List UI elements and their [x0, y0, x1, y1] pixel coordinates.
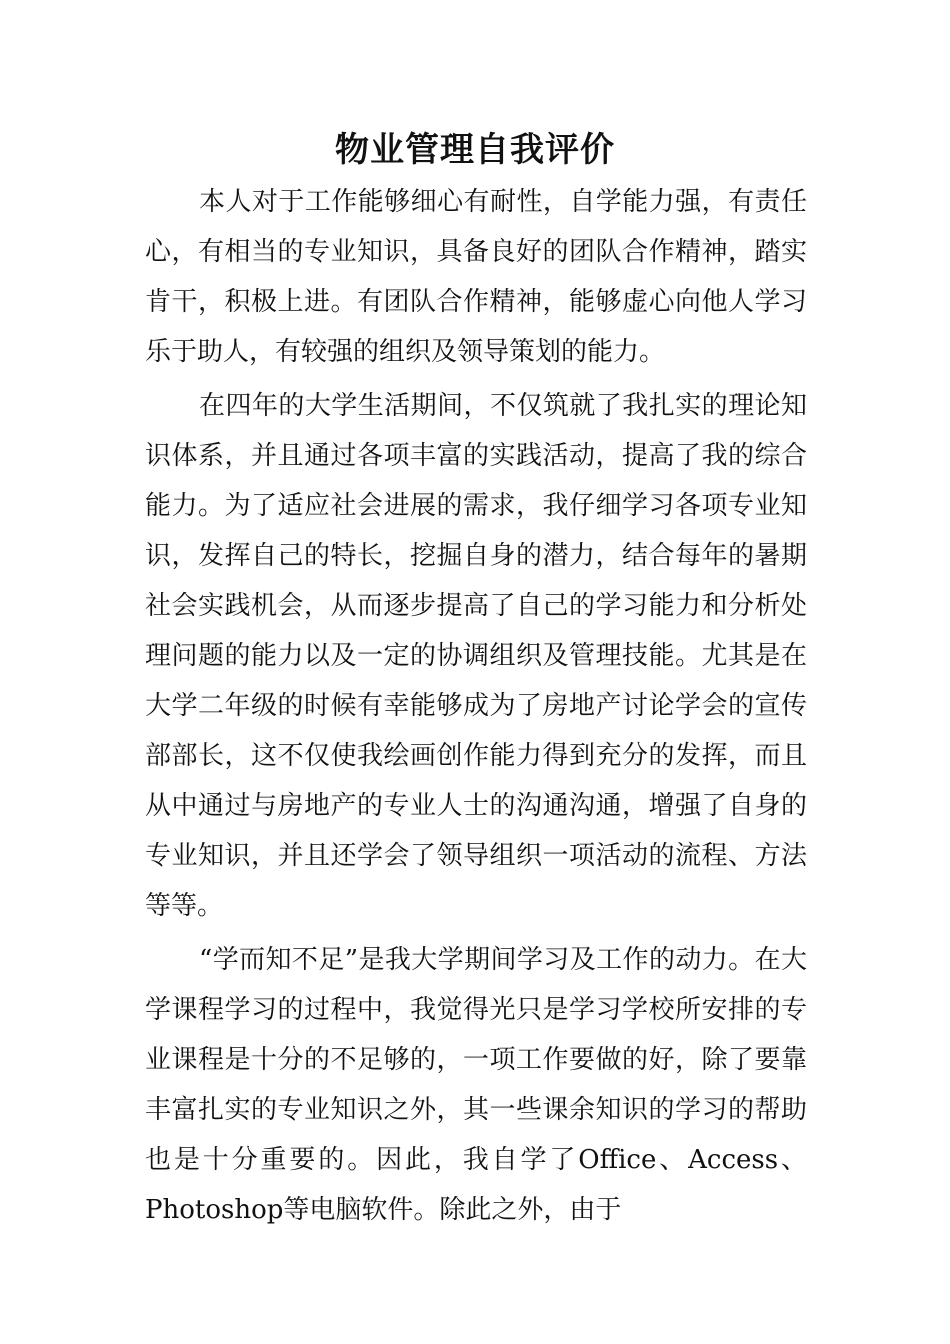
paragraph-1: 本人对于工作能够细心有耐性，自学能力强，有责任心，有相当的专业知识，具备良好的团队合作精神，踏实肯干，积极上进。有团队合作精神，能够虚心向他人学习乐于助人，有较强的组织及领导策划的能力。	[145, 187, 807, 367]
document-title: 物业管理自我评价	[335, 130, 615, 170]
document-body	[145, 177, 807, 1239]
paragraph-3: “学而知不足”是我大学期间学习及工作的动力。在大学课程学习的过程中，我觉得光只是学习学校所安排的专业课程是十分的不足够的，一项工作要做的好，除了要靠丰富扎实的专业知识之外，其一些课余知识的学习的帮助也是十分重要的。因此，我自学了Office、Access、Photoshop等电脑软件。除此之外，由于	[145, 945, 807, 1225]
paragraph-2: 在四年的大学生活期间，不仅筑就了我扎实的理论知识体系，并且通过各项丰富的实践活动，提高了我的综合能力。为了适应社会进展的需求，我仔细学习各项专业知识，发挥自己的特长，挖掘自身的潜力，结合每年的暑期社会实践机会，从而逐步提高了自己的学习能力和分析处理问题的能力以及一定的协调组织及管理技能。尤其是在大学二年级的时候有幸能够成为了房地产讨论学会的宣传部部长，这不仅使我绘画创作能力得到充分的发挥，而且从中通过与房地产的专业人士的沟通沟通，增强了自身的专业知识，并且还学会了领导组织一项活动的流程、方法等等。	[145, 391, 807, 921]
